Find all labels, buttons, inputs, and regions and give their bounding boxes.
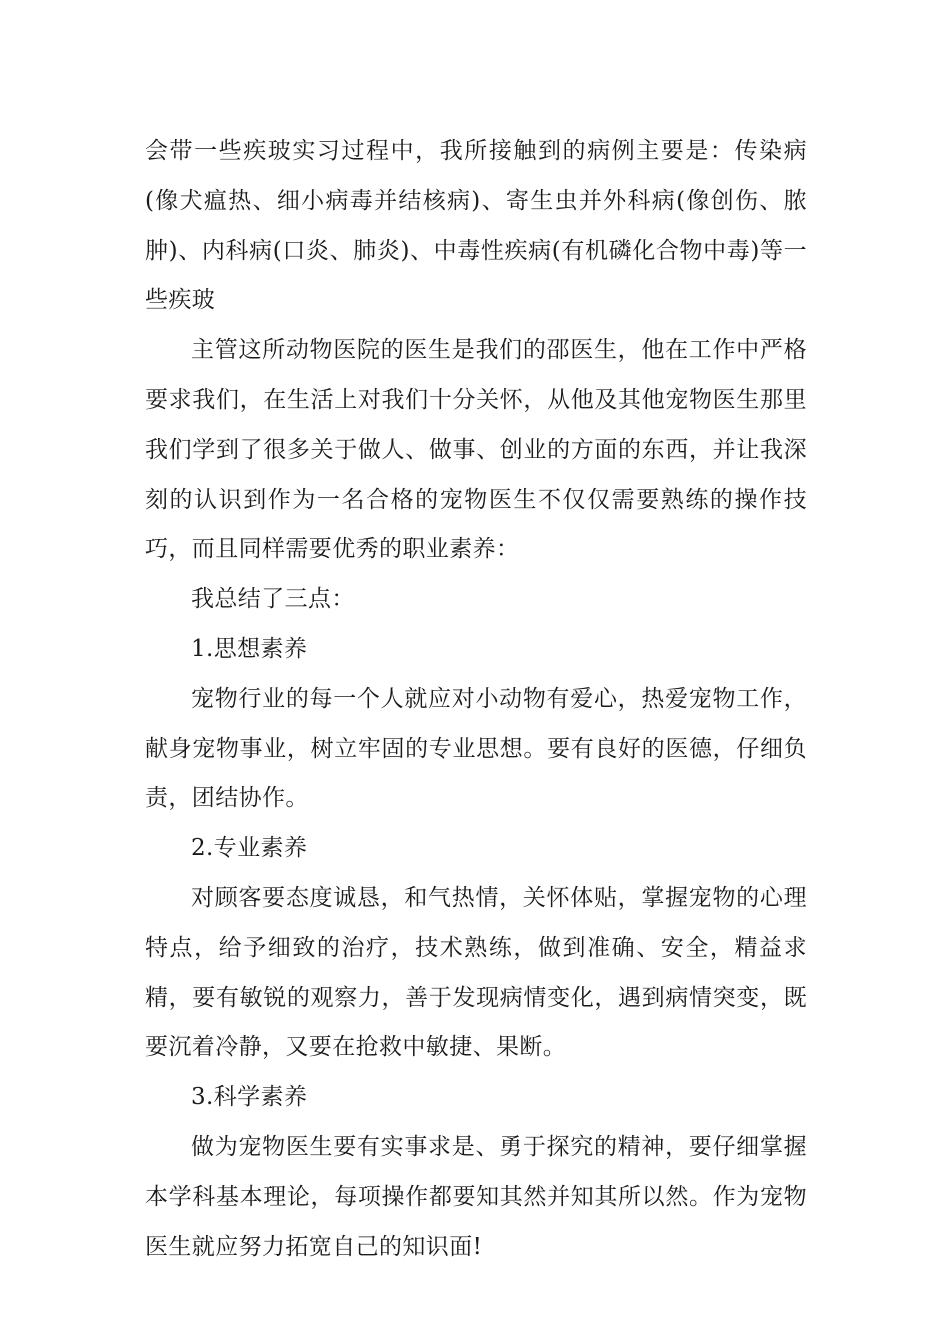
paragraph-ideological-quality: 宠物行业的每一个人就应对小动物有爱心，热爱宠物工作，献身宠物事业，树立牢固的专业思想。要有良好的医德，仔细负责，团结协作。 xyxy=(145,685,807,812)
document-body xyxy=(145,127,807,1272)
paragraph-doctor-intro: 主管这所动物医院的医生是我们的邵医生，他在工作中严格要求我们，在生活上对我们十分关怀，从他及其他宠物医生那里我们学到了很多关于做人、做事、创业的方面的东西，并让我深刻的认识到作为一名合格的宠物医生不仅仅需要熟练的操作技巧，而且同样需要优秀的职业素养： xyxy=(145,337,807,563)
heading-professional-quality: 2.专业素养 xyxy=(191,835,308,862)
paragraph-case-list: 会带一些疾玻实习过程中，我所接触到的病例主要是：传染病(像犬瘟热、细小病毒并结核病)、寄生虫并外科病(像创伤、脓肿)、内科病(口炎、肺炎)、中毒性疾病(有机磷化合物中毒)等一些疾玻 xyxy=(145,138,807,314)
paragraph-summary-intro: 我总结了三点： xyxy=(191,586,355,613)
heading-scientific-quality: 3.科学素养 xyxy=(191,1084,308,1111)
paragraph-scientific-quality: 做为宠物医生要有实事求是、勇于探究的精神，要仔细掌握本学科基本理论，每项操作都要知其然并知其所以然。作为宠物医生就应努力拓宽自己的知识面! xyxy=(145,1133,807,1260)
paragraph-professional-quality: 对顾客要态度诚恳，和气热情，关怀体贴，掌握宠物的心理特点，给予细致的治疗，技术熟练，做到准确、安全，精益求精，要有敏锐的观察力，善于发现病情变化，遇到病情突变，既要沉着冷静，又要在抢救中敏捷、果断。 xyxy=(145,884,807,1061)
heading-ideological-quality: 1.思想素养 xyxy=(191,635,308,662)
